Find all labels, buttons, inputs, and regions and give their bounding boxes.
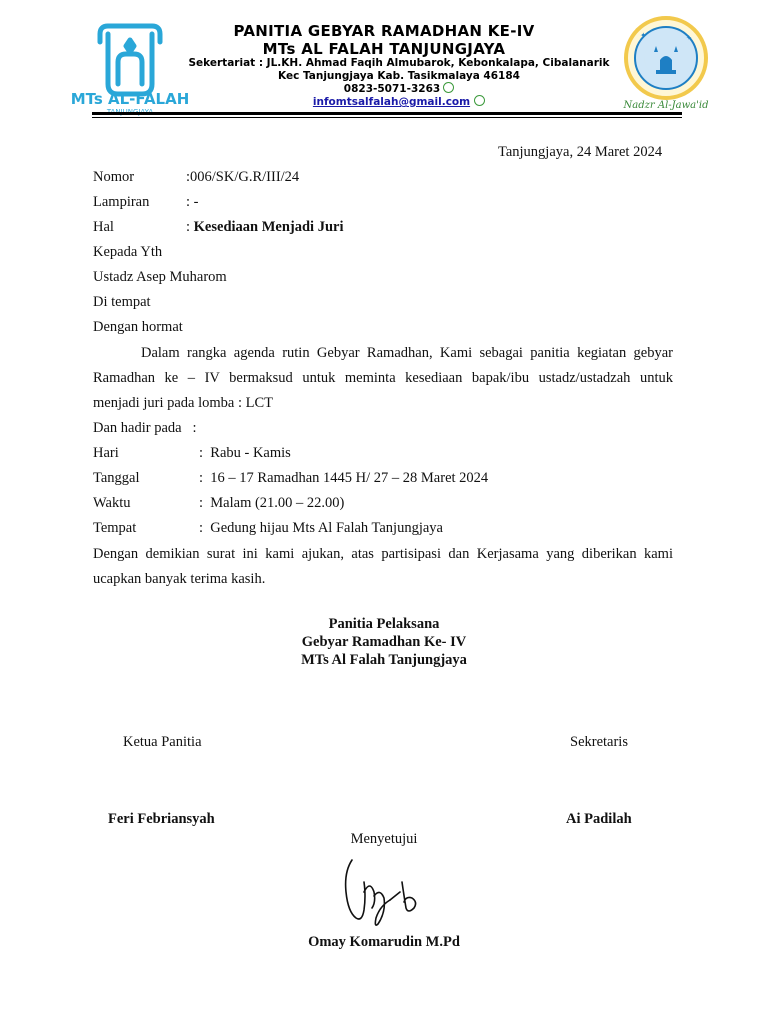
- role-secretary: Sekretaris: [570, 734, 628, 750]
- header-address-line2: Kec Tanjungjaya Kab. Tasikmalaya 46184: [278, 70, 520, 82]
- approval-label: Menyetujui: [350, 831, 418, 847]
- closing-line2: ucapkan banyak terima kasih.: [93, 571, 266, 587]
- org-line1: Panitia Pelaksana: [328, 616, 440, 632]
- closing-line1: Dengan demikian surat ini kami ajukan, atas partisipasi dan Kerjasama yang diberikan kami: [93, 546, 673, 562]
- nomor-value: :006/SK/G.R/III/24: [186, 169, 300, 185]
- org-line3: MTs Al Falah Tanjungjaya: [301, 652, 467, 668]
- detail-value-waktu: : Malam (21.00 – 22.00): [199, 495, 345, 511]
- hadir-label: Dan hadir pada :: [93, 420, 197, 436]
- lampiran-value: : -: [186, 194, 199, 210]
- detail-label-hari: Hari: [93, 445, 119, 461]
- header-email-link[interactable]: infomtsalfalah@gmail.com: [312, 96, 471, 108]
- approver-name: Omay Komarudin M.Pd: [308, 934, 460, 950]
- header-email-row: [170, 95, 628, 109]
- detail-value-tempat: : Gedung hijau Mts Al Falah Tanjungjaya: [199, 520, 443, 536]
- salutation: Dengan hormat: [93, 319, 183, 335]
- header-divider-thick: [92, 112, 682, 115]
- recipient-place: Di tempat: [93, 294, 151, 310]
- kepada-label: Kepada Yth: [93, 244, 163, 260]
- header-school-title: MTs AL FALAH TANJUNGJAYA: [262, 40, 506, 58]
- hal-colon: :: [186, 219, 194, 235]
- detail-value-tanggal: : 16 – 17 Ramadhan 1445 H/ 27 – 28 Maret 2024: [199, 470, 489, 486]
- detail-label-waktu: Waktu: [93, 495, 131, 511]
- detail-label-tempat: Tempat: [93, 520, 137, 536]
- hal-value: Kesediaan Menjadi Juri: [193, 219, 344, 235]
- header-address-line1: Sekertariat : JL.KH. Ahmad Faqih Almubarok, Kebonkalapa, Cibalanarik: [188, 57, 610, 69]
- recipient-name: Ustadz Asep Muharom: [93, 269, 227, 285]
- body-paragraph-line2: Ramadhan ke – IV bermaksud untuk meminta kesediaan bapak/ibu ustadz/ustadzah untuk: [93, 370, 673, 386]
- detail-value-hari: : Rabu - Kamis: [199, 445, 291, 461]
- place-date: Tanjungjaya, 24 Maret 2024: [498, 144, 663, 160]
- detail-label-tanggal: Tanggal: [93, 470, 140, 486]
- header-committee-title: PANITIA GEBYAR RAMADHAN KE-IV: [233, 22, 535, 40]
- handwritten-signature: [334, 852, 426, 930]
- hal-row: [186, 218, 344, 236]
- header-phone: 0823-5071-3263: [343, 83, 441, 95]
- name-chair: Feri Febriansyah: [108, 811, 215, 827]
- body-paragraph-line1: Dalam rangka agenda rutin Gebyar Ramadhan, Kami sebagai panitia kegiatan gebyar: [141, 345, 673, 361]
- role-chair: Ketua Panitia: [123, 734, 202, 750]
- header-phone-row: [170, 82, 628, 96]
- nomor-label: Nomor: [93, 169, 135, 185]
- header-divider-thin: [92, 117, 682, 118]
- logo-left-title: MTs AL-FALAH: [70, 90, 190, 108]
- whatsapp-icon: [443, 82, 454, 93]
- org-line2: Gebyar Ramadhan Ke- IV: [301, 634, 467, 650]
- smile-icon: [474, 95, 485, 106]
- body-paragraph-line3: menjadi juri pada lomba : LCT: [93, 395, 273, 411]
- lampiran-label: Lampiran: [93, 194, 150, 210]
- svg-text:✦: ✦: [640, 31, 647, 40]
- name-secretary: Ai Padilah: [566, 811, 632, 827]
- svg-text:✦: ✦: [686, 34, 692, 42]
- logo-right-title: Nadzr Al-Jawa'id: [623, 100, 709, 111]
- hal-label: Hal: [93, 219, 114, 235]
